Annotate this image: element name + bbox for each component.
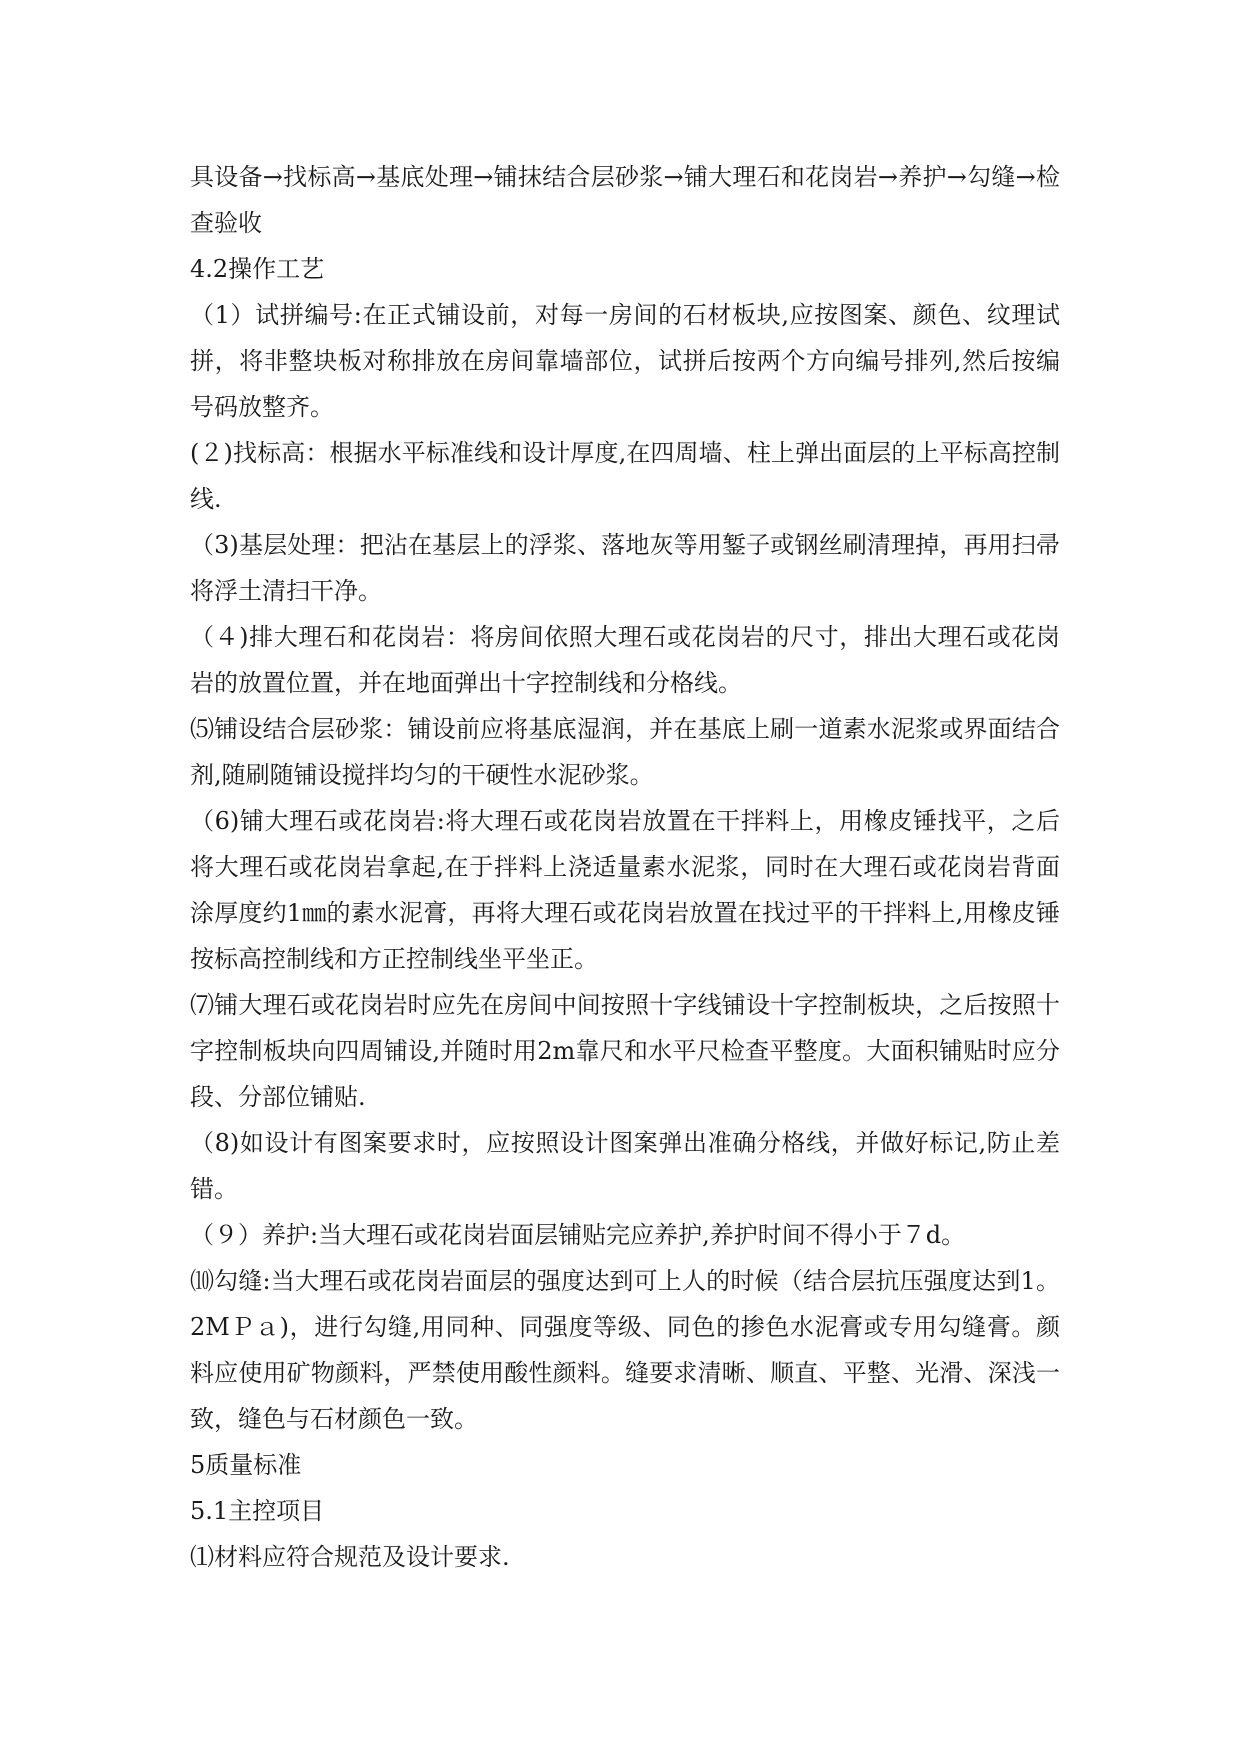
paragraph-step-8: （8)如设计有图案要求时，应按照设计图案弹出准确分格线，并做好标记,防止差错。: [190, 1129, 1060, 1203]
section-heading-4-2: 4.2操作工艺: [190, 255, 325, 283]
paragraph-process-flow: 具设备→找标高→基底处理→铺抹结合层砂浆→铺大理石和花岗岩→养护→勾缝→检查验收: [190, 163, 1060, 237]
section-heading-5-1: 5.1主控项目: [190, 1497, 325, 1525]
paragraph-step-9: （９）养护:当大理石或花岗岩面层铺贴完应养护,养护时间不得小于７d。: [190, 1221, 966, 1249]
paragraph-main-item-1: ⑴材料应符合规范及设计要求.: [190, 1543, 510, 1571]
section-heading-5: 5质量标准: [190, 1451, 302, 1479]
paragraph-step-4: （４)排大理石和花岗岩：将房间依照大理石或花岗岩的尺寸，排出大理石或花岗岩的放置位置，并在地面弹出十字控制线和分格线。: [190, 623, 1060, 697]
paragraph-step-5: ⑸铺设结合层砂浆：铺设前应将基底湿润，并在基底上刷一道素水泥浆或界面结合剂,随刷随铺设搅拌均匀的干硬性水泥砂浆。: [190, 715, 1060, 789]
paragraph-step-6: （6)铺大理石或花岗岩:将大理石或花岗岩放置在干拌料上，用橡皮锤找平，之后将大理石或花岗岩拿起,在于拌料上浇适量素水泥浆，同时在大理石或花岗岩背面涂厚度约1㎜的素水泥膏，再将大理石或花岗岩放置在找过平的干拌料上,用橡皮锤按标高控制线和方正控制线坐平坐正。: [190, 807, 1060, 973]
paragraph-step-1: （1）试拼编号:在正式铺设前，对每一房间的石材板块,应按图案、颜色、纹理试拼，将非整块板对称排放在房间靠墙部位，试拼后按两个方向编号排列,然后按编号码放整齐。: [190, 301, 1060, 421]
paragraph-step-3: （3)基层处理：把沾在基层上的浮浆、落地灰等用錾子或钢丝刷清理掉，再用扫帚将浮土清扫干净。: [190, 531, 1060, 605]
paragraph-step-7: ⑺铺大理石或花岗岩时应先在房间中间按照十字线铺设十字控制板块，之后按照十字控制板块向四周铺设,并随时用2m靠尺和水平尺检查平整度。大面积铺贴时应分段、分部位铺贴.: [190, 991, 1060, 1111]
paragraph-step-10: ⑽勾缝:当大理石或花岗岩面层的强度达到可上人的时候（结合层抗压强度达到1。2MＰａ)，进行勾缝,用同种、同强度等级、同色的掺色水泥膏或专用勾缝膏。颜料应使用矿物颜料，严禁使用酸性颜料。缝要求清晰、顺直、平整、光滑、深浅一致，缝色与石材颜色一致。: [190, 1267, 1060, 1433]
paragraph-step-2: (２)找标高：根据水平标准线和设计厚度,在四周墙、柱上弹出面层的上平标高控制线.: [190, 439, 1060, 513]
document-body: [190, 154, 1060, 1580]
